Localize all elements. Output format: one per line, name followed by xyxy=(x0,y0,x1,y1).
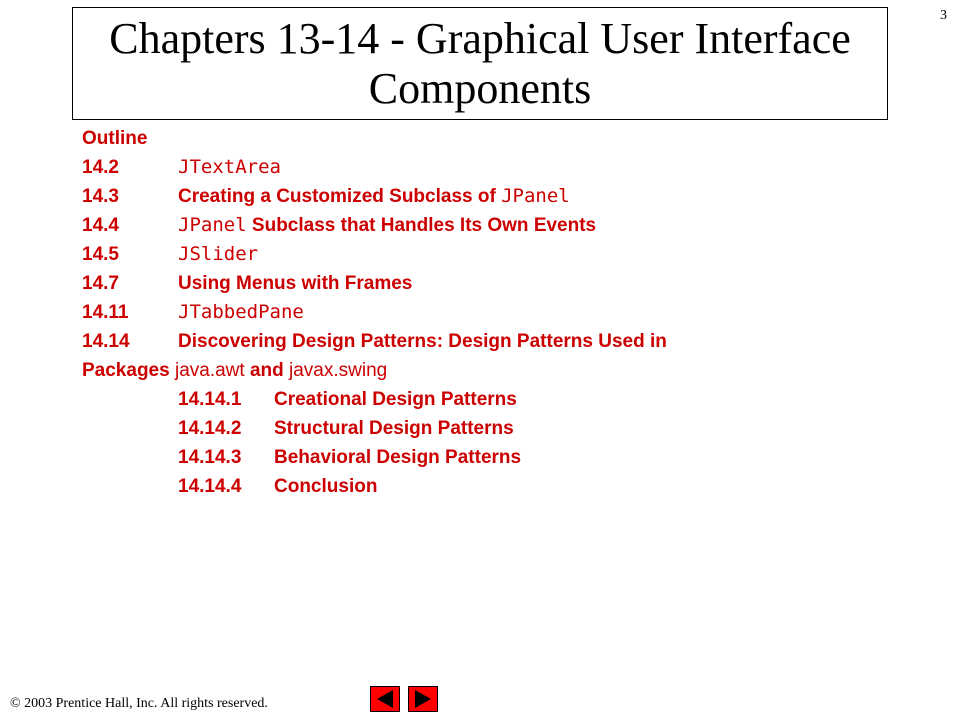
outline-subitem-number: 14.14.2 xyxy=(178,418,242,439)
outline-item-number: 14.3 xyxy=(82,186,119,207)
outline-section xyxy=(82,124,942,501)
next-slide-button[interactable] xyxy=(408,686,438,712)
slide-title: Chapters 13-14 - Graphical User Interface Components xyxy=(109,13,851,113)
outline-text: Discovering Design Patterns: Design Patterns Used in xyxy=(178,331,667,352)
outline-item-number: 14.5 xyxy=(82,244,119,265)
outline-subitem xyxy=(82,385,942,414)
page-number: 3 xyxy=(940,8,947,23)
outline-items xyxy=(82,153,942,356)
outline-item xyxy=(82,327,942,356)
outline-subitem-title: Conclusion xyxy=(274,476,378,497)
right-arrow-icon xyxy=(409,687,437,711)
outline-text: Creating a Customized Subclass of xyxy=(178,186,502,207)
outline-item xyxy=(82,153,942,182)
outline-subitems xyxy=(82,385,942,501)
outline-item-number: 14.14 xyxy=(82,331,130,352)
outline-text: and xyxy=(244,360,290,381)
code-term: JSlider xyxy=(178,243,259,265)
outline-item xyxy=(82,269,942,298)
title-box xyxy=(72,7,888,120)
outline-text: Using Menus with Frames xyxy=(178,273,413,294)
outline-subitem xyxy=(82,443,942,472)
outline-item xyxy=(82,211,942,240)
outline-item xyxy=(82,240,942,269)
previous-slide-button[interactable] xyxy=(370,686,400,712)
outline-subitem-title: Structural Design Patterns xyxy=(274,418,514,439)
outline-subitem-number: 14.14.1 xyxy=(178,389,242,410)
outline-item-title xyxy=(178,211,596,240)
code-term: JPanel xyxy=(178,214,247,236)
outline-subitem-number: 14.14.3 xyxy=(178,447,242,468)
outline-item-number: 14.11 xyxy=(82,302,129,323)
outline-heading: Outline xyxy=(82,128,148,149)
outline-subitem-title: Behavioral Design Patterns xyxy=(274,447,522,468)
outline-subitem-title: Creational Design Patterns xyxy=(274,389,517,410)
outline-item-title xyxy=(178,298,304,327)
code-term: JPanel xyxy=(501,185,570,207)
outline-item-title xyxy=(178,327,667,356)
outline-item-title xyxy=(178,269,412,298)
outline-subitem xyxy=(82,472,942,501)
outline-continuation-text xyxy=(82,356,387,385)
code-term: JTabbedPane xyxy=(178,301,304,323)
outline-item-title xyxy=(178,182,570,211)
package-name: java.awt xyxy=(174,360,245,381)
code-term: JTextArea xyxy=(178,156,281,178)
copyright-footer: © 2003 Prentice Hall, Inc. All rights reserved. xyxy=(10,696,268,711)
outline-subitem-number: 14.14.4 xyxy=(178,476,242,497)
outline-continuation xyxy=(82,356,942,385)
outline-heading-row xyxy=(82,124,942,153)
outline-item-number: 14.7 xyxy=(82,273,119,294)
outline-text: Subclass that Handles Its Own Events xyxy=(246,215,597,236)
outline-subitem xyxy=(82,414,942,443)
outline-item-title xyxy=(178,240,258,269)
outline-item xyxy=(82,182,942,211)
left-arrow-icon xyxy=(371,687,399,711)
package-name: javax.swing xyxy=(289,360,388,381)
outline-item xyxy=(82,298,942,327)
outline-item-title xyxy=(178,153,281,182)
outline-item-number: 14.2 xyxy=(82,157,119,178)
outline-text: Packages xyxy=(82,360,175,381)
outline-item-number: 14.4 xyxy=(82,215,119,236)
